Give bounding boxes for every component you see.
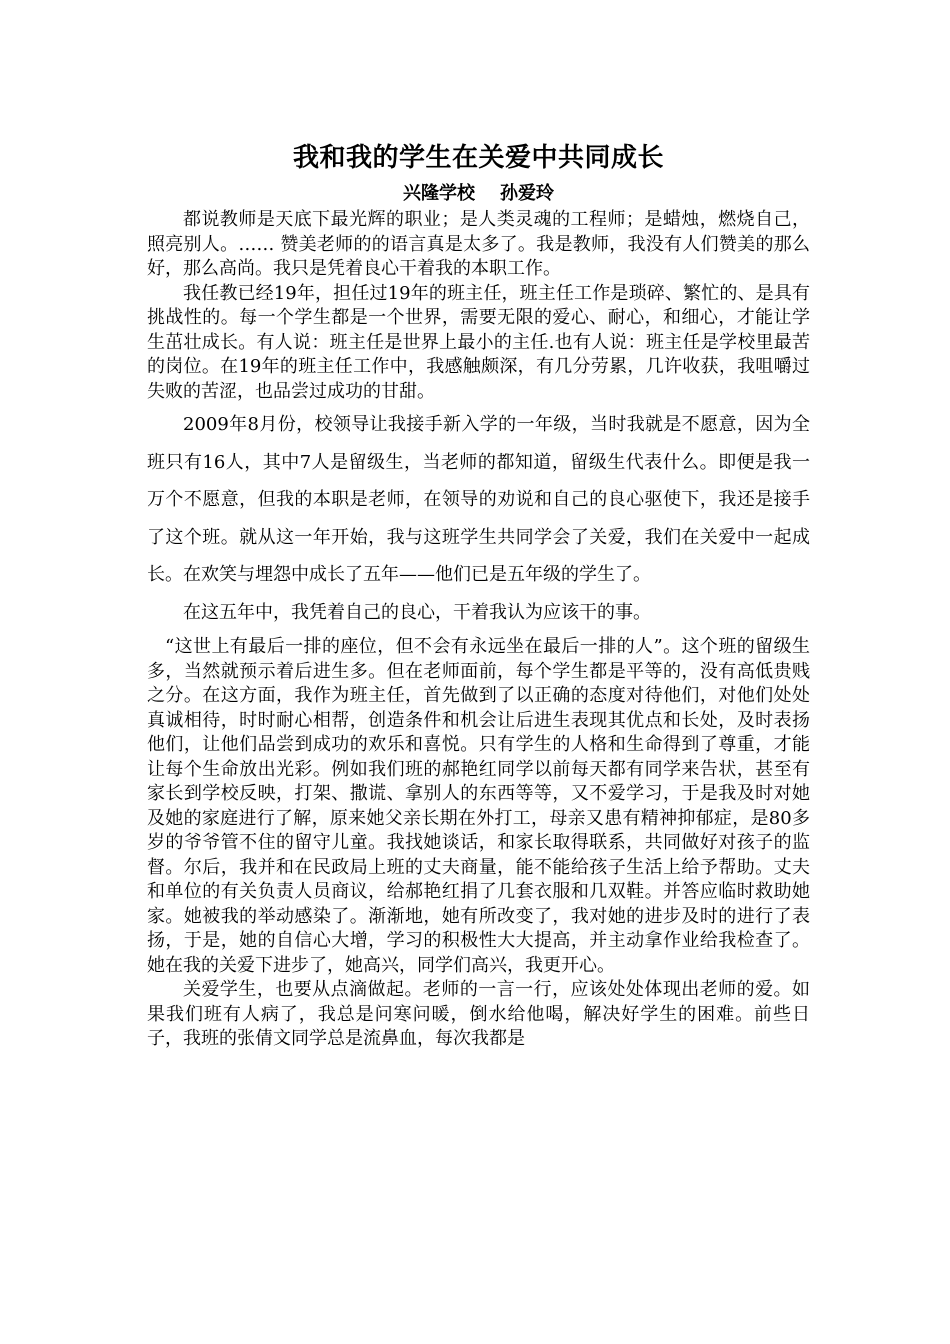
paragraph-intro: 都说教师是天底下最光辉的职业；是人类灵魂的工程师；是蜡烛，燃烧自己，照亮别人。…… 赞美老师的的语言真是太多了。我是教师，我没有人们赞美的那么好，那么高尚。我只是凭着良心干着我的本职工作。 <box>147 209 810 279</box>
paragraph-care-details: 关爱学生，也要从点滴做起。老师的一言一行，应该处处体现出老师的爱。如果我们班有人病了，我总是问寒问暖，倒水给他喝，解决好学生的困难。前些日子，我班的张倩文同学总是流鼻血，每次我都是 <box>147 979 810 1049</box>
paragraph-2009-class: 2009年8月份，校领导让我接手新入学的一年级，当时我就是不愿意，因为全班只有16人，其中7人是留级生，当老师的都知道，留级生代表什么。即便是我一万个不愿意，但我的本职是老师，在领导的劝说和自己的良心驱使下，我还是接手了这个班。就从这一年开始，我与这班学生共同学会了关爱，我们在关爱中一起成长。在欢笑与埋怨中成长了五年——他们已是五年级的学生了。 <box>147 414 810 585</box>
author-byline: 兴隆学校 孙爱玲 <box>402 183 555 204</box>
paragraph-teaching-years: 我任教已经19年，担任过19年的班主任，班主任工作是琐碎、繁忙的、是具有挑战性的。每一个学生都是一个世界，需要无限的爱心、耐心，和细心，才能让学生茁壮成长。有人说：班主任是世界上最小的主任.也有人说：班主任是学校里最苦的岗位。在19年的班主任工作中，我感触颇深，有几分劳累，几许收获，我咀嚼过失败的苦涩，也品尝过成功的甘甜。 <box>147 282 810 402</box>
document-title: 我和我的学生在关爱中共同成长 <box>292 143 664 173</box>
paragraph-five-years: 在这五年中，我凭着自己的良心，干着我认为应该干的事。 <box>183 601 651 623</box>
document-page <box>147 128 810 1052</box>
paragraph-last-row-quote: “这世上有最后一排的座位，但不会有永远坐在最后一排的人”。这个班的留级生多，当然就预示着后进生多。但在老师面前，每个学生都是平等的，没有高低贵贱之分。在这方面，我作为班主任，首先做到了以正确的态度对待他们，对他们处处真诚相待，时时耐心相帮，创造条件和机会让后进生表现其优点和长处，及时表扬他们，让他们品尝到成功的欢乐和喜悦。只有学生的人格和生命得到了尊重，才能让每个生命放出光彩。例如我们班的郝艳红同学以前每天都有同学来告状，甚至有家长到学校反映，打架、撒谎、拿别人的东西等等，又不爱学习，于是我及时对她及她的家庭进行了解，原来她父亲长期在外打工，母亲又患有精神抑郁症，是80多岁的爷爷管不住的留守儿童。我找她谈话，和家长取得联系，共同做好对孩子的监督。尔后，我并和在民政局上班的丈夫商量，能不能给孩子生活上给予帮助。丈夫和单位的有关负责人员商议，给郝艳红捐了几套衣服和几双鞋。并答应临时救助她家。她被我的举动感染了。渐渐地，她有所改变了，我对她的进步及时的进行了表扬，于是，她的自信心大增，学习的积极性大大提高，并主动拿作业给我检查了。她在我的关爱下进步了，她高兴，同学们高兴，我更开心。 <box>147 636 810 976</box>
